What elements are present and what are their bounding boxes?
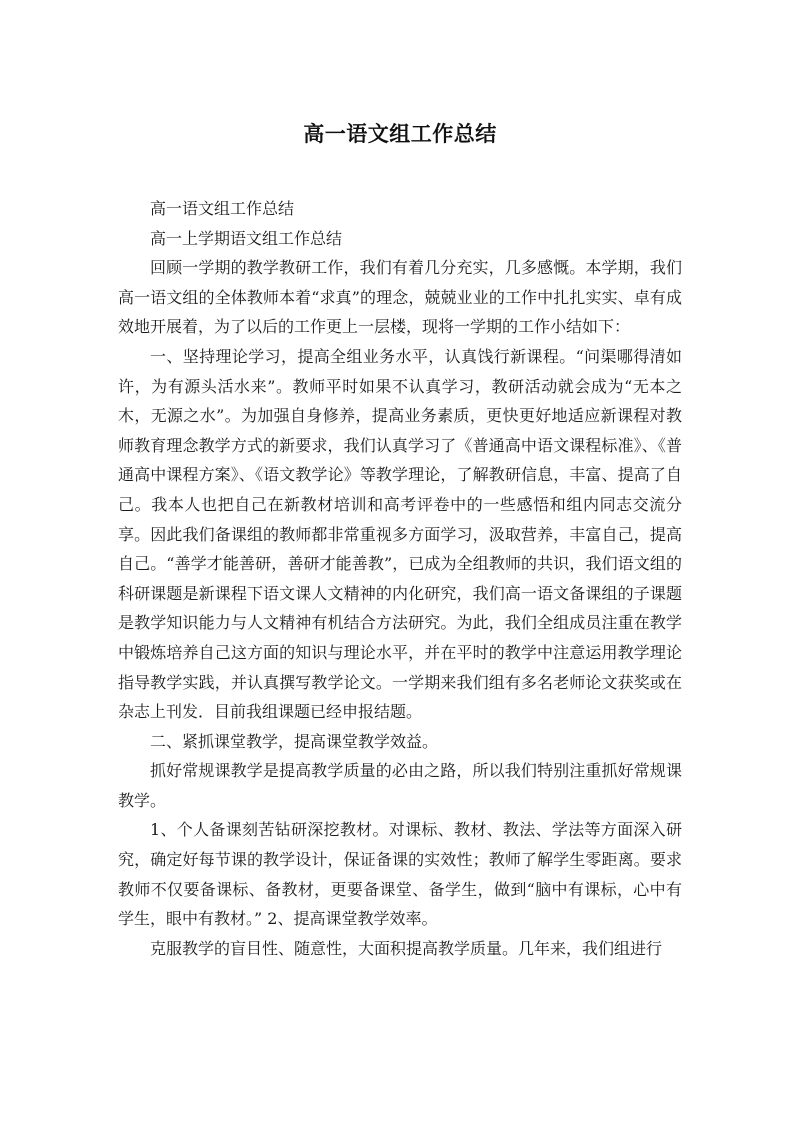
paragraph-intro: 回顾一学期的教学教研工作，我们有着几分充实，几多感慨。本学期，我们高一语文组的全体教师本着“求真”的理念，兢兢业业的工作中扎扎实实、卓有成效地开展着，为了以后的工作更上一层楼，现将一学期的工作小结如下： bbox=[118, 258, 682, 337]
paragraph-routine-teaching: 抓好常规课教学是提高教学质量的必由之路，所以我们特别注重抓好常规课教学。 bbox=[118, 761, 682, 810]
paragraph-section-one: 一、坚持理论学习，提高全组业务水平，认真饯行新课程。“问渠哪得清如许，为有源头活水来”。教师平时如果不认真学习，教研活动就会成为“无本之木，无源之水”。为加强自身修养，提高业务素质，更快更好地适应新课程对教师教育理念教学方式的新要求，我们认真学习了《普通高中语文课程标准》、《普通高中课程方案》、《语文教学论》等教学理论，了解教研信息，丰富、提高了自己。我本人也把自己在新教材培训和高考评卷中的一些感悟和组内同志交流分享。因此我们备课组的教师都非常重视多方面学习，汲取营养，丰富自己，提高自己。“善学才能善研，善研才能善教”，已成为全组教师的共识，我们语文组的科研课题是新课程下语文课人文精神的内化研究，我们高一语文备课组的子课题是教学知识能力与人文精神有机结合方法研究。为此，我们全组成员注重在教学中锻炼培养自己这方面的知识与理论水平，并在平时的教学中注意运用教学理论指导教学实践，并认真撰写教学论文。一学期来我们组有多名老师论文获奖或在杂志上刊发．目前我组课题已经申报结题。 bbox=[118, 346, 682, 722]
paragraph-quality-improvement: 克服教学的盲目性、随意性，大面积提高教学质量。几年来，我们组进行 bbox=[150, 938, 663, 958]
paragraph-section-two-heading: 二、紧抓课堂教学，提高课堂教学效益。 bbox=[150, 731, 439, 751]
paragraph-subheading: 高一上学期语文组工作总结 bbox=[150, 228, 343, 248]
paragraph-lesson-prep: 1、个人备课刻苦钻研深挖教材。对课标、教材、教法、学法等方面深入研究，确定好每节课的教学设计，保证备课的实效性；教师了解学生零距离。要求教师不仅要备课标、备教材，更要备课堂、备学生，做到“脑中有课标，心中有学生，眼中有教材。” 2、提高课堂教学效率。 bbox=[118, 820, 682, 929]
document-title: 高一语文组工作总结 bbox=[303, 122, 497, 146]
document-body bbox=[118, 194, 682, 963]
paragraph-heading: 高一语文组工作总结 bbox=[150, 199, 295, 218]
